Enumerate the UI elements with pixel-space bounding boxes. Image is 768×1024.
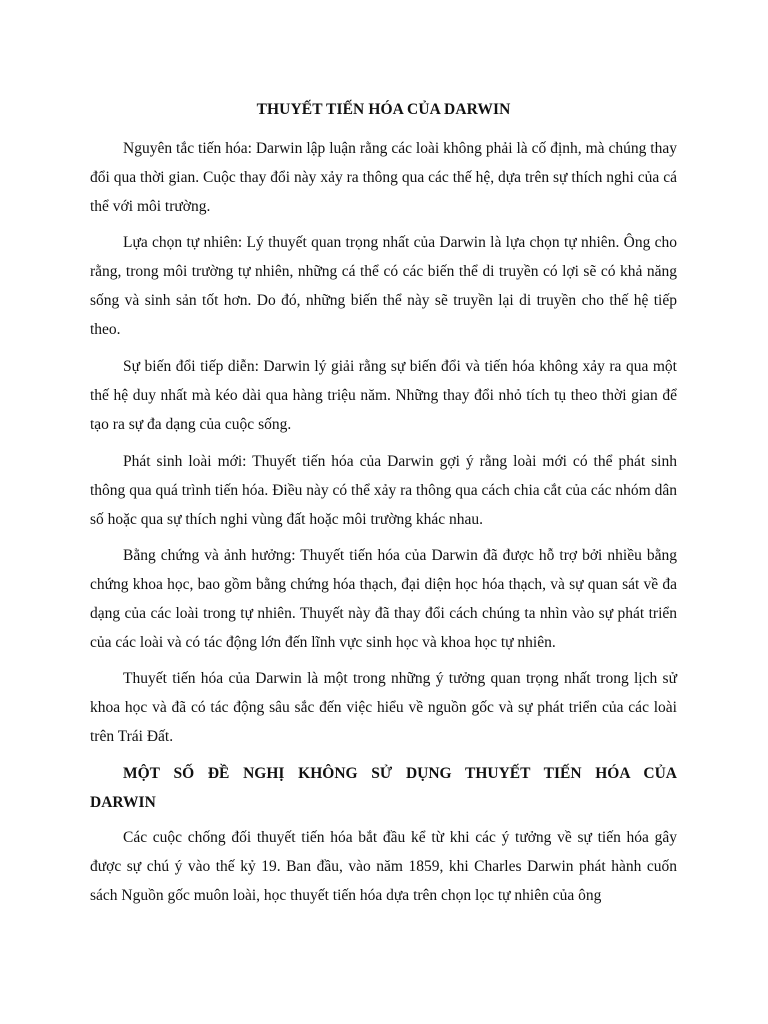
paragraph-speciation: Phát sinh loài mới: Thuyết tiến hóa của Darwin gợi ý rằng loài mới có thể phát sinh thông qua quá trình tiến hóa. Điều này có thể xảy ra thông qua cách chia cắt của các nhóm dân số hoặc qua sự thích nghi vùng đất hoặc môi trường khác nhau. — [90, 453, 677, 528]
paragraph-continuous-change: Sự biến đổi tiếp diễn: Darwin lý giải rằng sự biến đổi và tiến hóa không xảy ra qua một thế hệ duy nhất mà kéo dài qua hàng triệu năm. Những thay đổi nhỏ tích tụ theo thời gian để tạo ra sự đa dạng của cuộc sống. — [90, 358, 677, 433]
document-title: THUYẾT TIẾN HÓA CỦA DARWIN — [256, 101, 511, 118]
paragraph-natural-selection: Lựa chọn tự nhiên: Lý thuyết quan trọng nhất của Darwin là lựa chọn tự nhiên. Ông cho rằng, trong môi trường tự nhiên, những cá thể có các biến thể di truyền có lợi sẽ có khả năng sống và sinh sản tốt hơn. Do đó, những biến thể này sẽ truyền lại di truyền cho thế hệ tiếp theo. — [90, 234, 677, 338]
section-heading: MỘT SỐ ĐỀ NGHỊ KHÔNG SỬ DỤNG THUYẾT TIẾN HÓA CỦA DARWIN — [90, 765, 677, 811]
paragraph-evidence-influence: Bằng chứng và ảnh hưởng: Thuyết tiến hóa của Darwin đã được hỗ trợ bởi nhiều bằng chứng khoa học, bao gồm bằng chứng hóa thạch, đại diện học hóa thạch, và sự quan sát về đa dạng của các loài trong tự nhiên. Thuyết này đã thay đổi cách chúng ta nhìn vào sự phát triển của các loài và có tác động lớn đến lĩnh vực sinh học và khoa học tự nhiên. — [90, 547, 677, 651]
paragraph-evolution-principle: Nguyên tắc tiến hóa: Darwin lập luận rằng các loài không phải là cố định, mà chúng thay đổi qua thời gian. Cuộc thay đổi này xảy ra thông qua các thế hệ, dựa trên sự thích nghi của cá thể với môi trường. — [90, 140, 677, 215]
document-page — [90, 0, 677, 1024]
paragraph-opposition-history: Các cuộc chống đối thuyết tiến hóa bắt đầu kể từ khi các ý tưởng về sự tiến hóa gây được sự chú ý vào thế kỷ 19. Ban đầu, vào năm 1859, khi Charles Darwin phát hành cuốn sách Nguồn gốc muôn loài, học thuyết tiến hóa dựa trên chọn lọc tự nhiên của ông — [90, 829, 677, 904]
paragraph-conclusion: Thuyết tiến hóa của Darwin là một trong những ý tưởng quan trọng nhất trong lịch sử khoa học và đã có tác động sâu sắc đến việc hiểu về nguồn gốc và sự phát triển của các loài trên Trái Đất. — [90, 670, 677, 745]
